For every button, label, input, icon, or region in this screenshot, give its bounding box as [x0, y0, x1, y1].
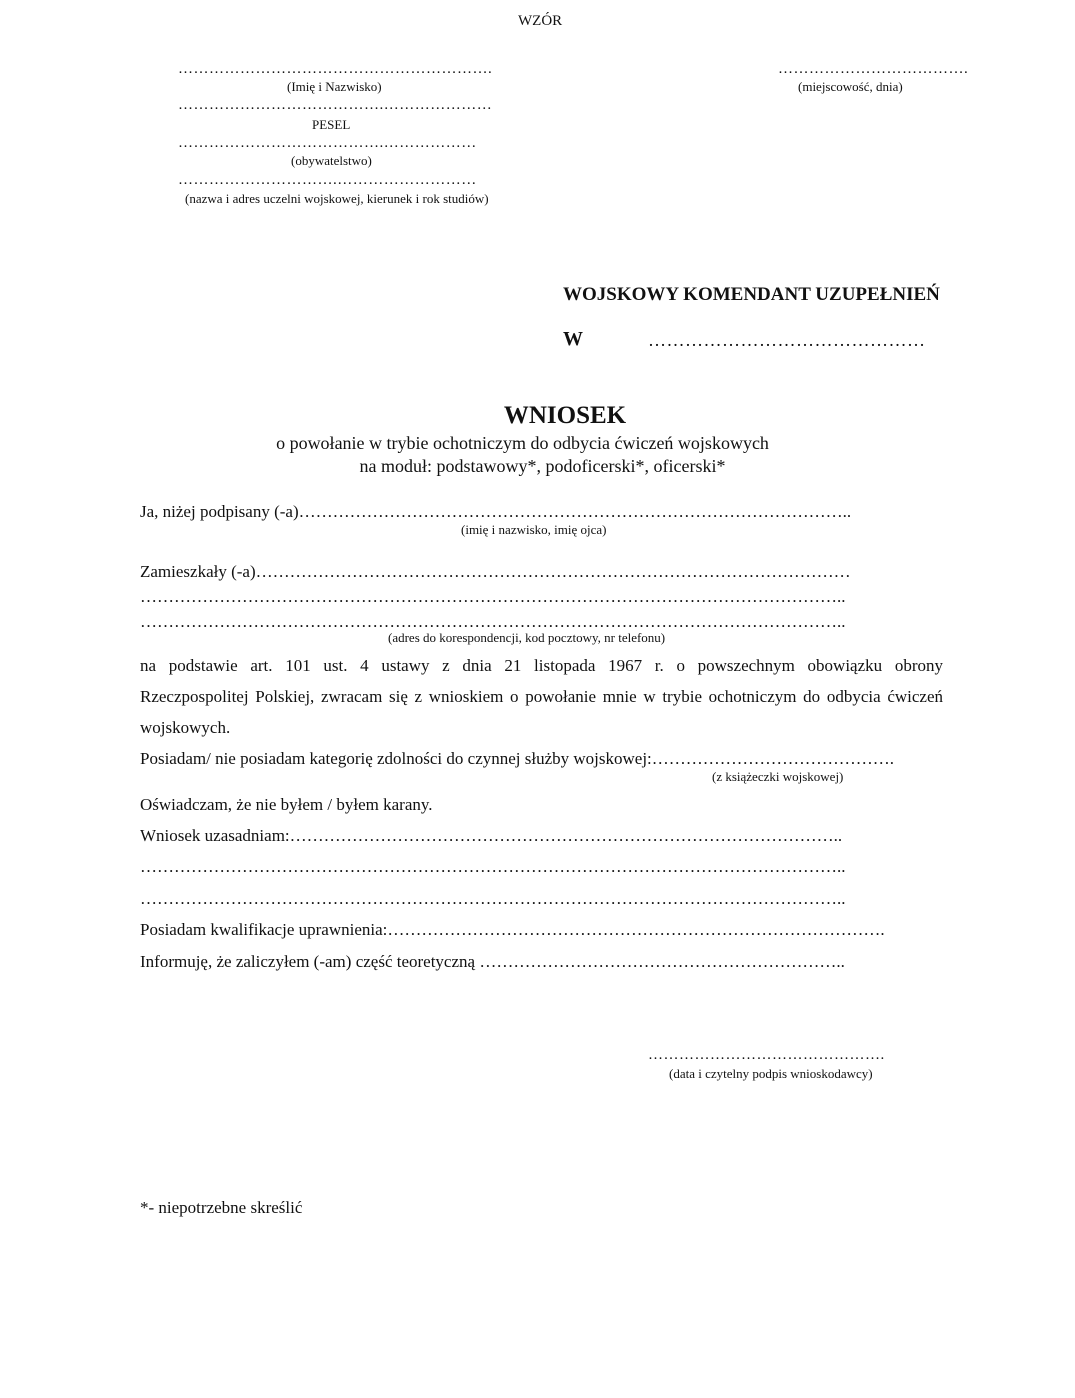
justification-field-3[interactable]: …………………………………………………………………………………………………………….. [140, 889, 846, 908]
citizenship-field-label: (obywatelstwo) [291, 153, 372, 168]
place-date-field[interactable]: ………………………………. [778, 61, 969, 77]
name-field[interactable]: ……………………………………………………. [178, 61, 493, 77]
pesel-field-label: PESEL [312, 117, 351, 132]
addressee-city-field[interactable]: ……………………………………… [648, 330, 926, 350]
document-subtitle-2: na moduł: podstawowy*, podoficerski*, oficerski* [359, 456, 726, 476]
legal-basis-line-2: Rzeczpospolitej Polskiej, zwracam się z wnioskiem o powołanie mnie w trybie ochotniczym do odbycia ćwiczeń [140, 687, 943, 706]
theory-part-field[interactable]: Informuję, że zaliczyłem (-am) część teoretyczną ……………………………………………………….. [140, 952, 845, 971]
applicant-name-label: (imię i nazwisko, imię ojca) [461, 522, 607, 537]
signature-label: (data i czytelny podpis wnioskodawcy) [669, 1066, 873, 1081]
fitness-category-field[interactable]: Posiadam/ nie posiadam kategorię zdolności do czynnej służby wojskowej:……………………………………. [140, 749, 895, 768]
fitness-category-label: (z książeczki wojskowej) [712, 769, 844, 784]
wzor-label: WZÓR [518, 13, 563, 29]
criminal-record-statement: Oświadczam, że nie byłem / byłem karany. [140, 795, 433, 814]
place-date-label: (miejscowość, dnia) [798, 79, 903, 94]
addressee-w: W [563, 328, 583, 350]
document-title: WNIOSEK [503, 402, 627, 429]
citizenship-field[interactable]: ………………………………….……………… [178, 135, 477, 151]
legal-basis-line-3: wojskowych. [140, 718, 231, 737]
applicant-name-field[interactable]: Ja, niżej podpisany (-a)…………………………………………………………………………………….. [140, 502, 852, 521]
pesel-field[interactable]: ………………………………….………………… [178, 97, 493, 113]
address-field-1[interactable]: Zamieszkały (-a)…………………………………………………………………………………………… [140, 562, 851, 581]
footnote: *- niepotrzebne skreślić [140, 1198, 303, 1217]
addressee-title: WOJSKOWY KOMENDANT UZUPEŁNIEŃ [563, 284, 940, 305]
legal-basis-line-1: na podstawie art. 101 ust. 4 ustawy z dnia 21 listopada 1967 r. o powszechnym obowiązku obrony [140, 656, 943, 675]
name-field-label: (Imię i Nazwisko) [287, 79, 382, 94]
address-label: (adres do korespondencji, kod pocztowy, nr telefonu) [388, 630, 666, 645]
address-field-3[interactable]: …………………………………………………………………………………………………………….. [140, 612, 846, 631]
address-field-2[interactable]: …………………………………………………………………………………………………………….. [140, 587, 846, 606]
university-field[interactable]: ………………………….……………………… [178, 172, 477, 188]
signature-field[interactable]: ………………………………………. [648, 1047, 885, 1063]
justification-field-1[interactable]: Wniosek uzasadniam:…………………………………………………………………………………….. [140, 826, 843, 845]
justification-field-2[interactable]: …………………………………………………………………………………………………………….. [140, 857, 846, 876]
qualifications-field[interactable]: Posiadam kwalifikacje uprawnienia:……………………………………………………………………………. [140, 920, 885, 939]
university-field-label: (nazwa i adres uczelni wojskowej, kierunek i rok studiów) [185, 191, 489, 206]
document-subtitle-1: o powołanie w trybie ochotniczym do odbycia ćwiczeń wojskowych [276, 433, 769, 453]
